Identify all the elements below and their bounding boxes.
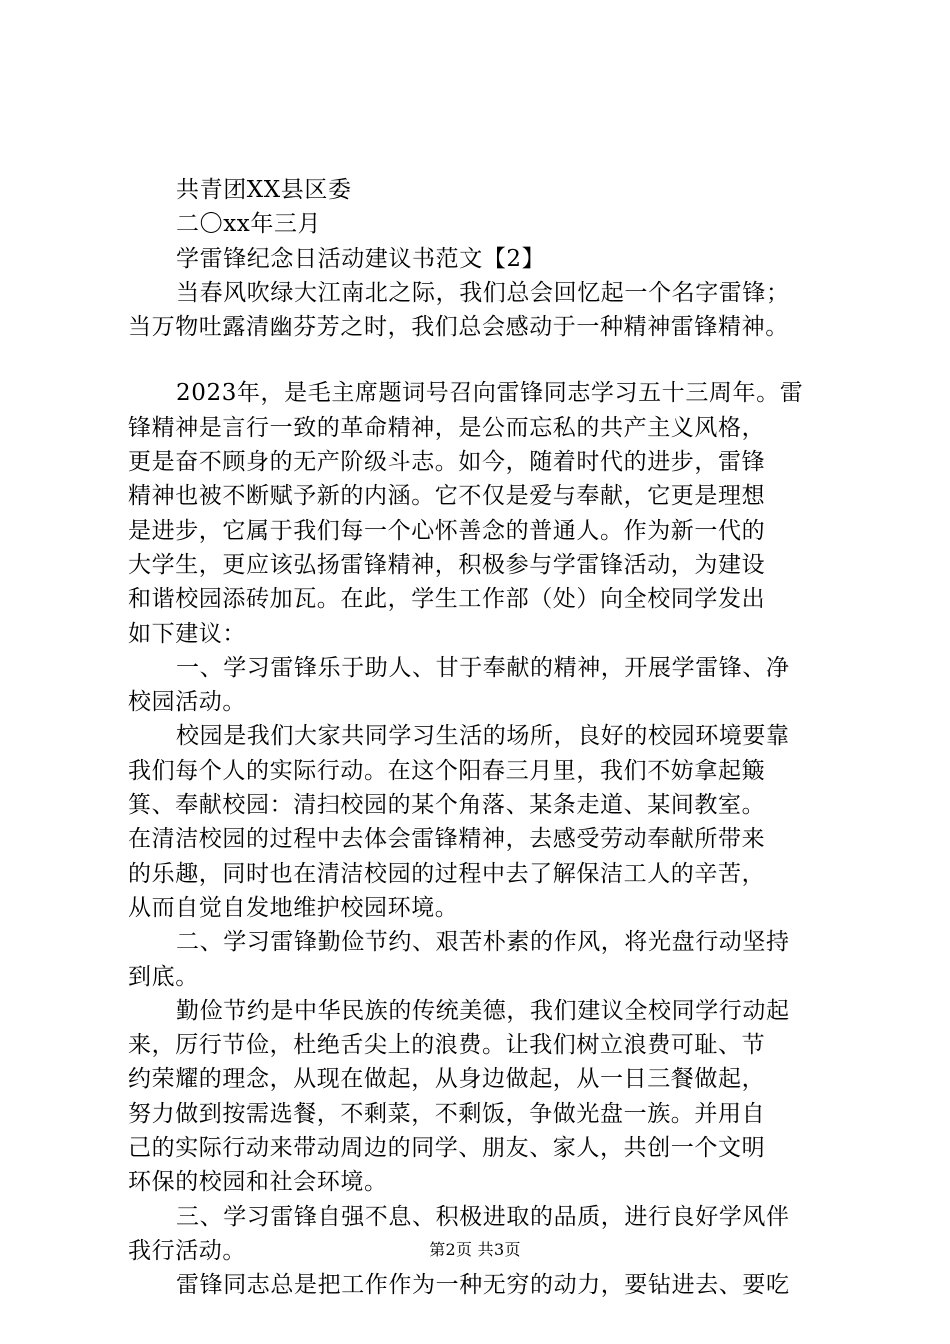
paragraph-line: 约荣耀的理念，从现在做起，从身边做起，从一日三餐做起， (128, 1066, 766, 1093)
paragraph-line: 是进步，它属于我们每一个心怀善念的普通人。作为新一代的 (128, 517, 766, 544)
paragraph-line: 精神也被不断赋予新的内涵。它不仅是爱与奉献，它更是理想 (128, 483, 766, 510)
suggestion-heading: 二、学习雷锋勤俭节约、艰苦朴素的作风，将光盘行动坚持 (176, 929, 790, 956)
paragraph-line: 大学生，更应该弘扬雷锋精神，积极参与学雷锋活动，为建设 (128, 551, 766, 578)
suggestion-heading: 一、学习雷锋乐于助人、甘于奉献的精神，开展学雷锋、净 (176, 654, 790, 681)
signature-organization: 共青团XX县区委 (176, 177, 352, 203)
paragraph-line: 的乐趣，同时也在清洁校园的过程中去了解保洁工人的辛苦， (128, 860, 766, 887)
suggestion-heading: 到底。 (128, 963, 199, 990)
paragraph-line: 雷锋同志总是把工作作为一种无穷的动力，要钻进去、要吃 (176, 1272, 790, 1299)
paragraph-line: 在清洁校园的过程中去体会雷锋精神，去感受劳动奉献所带来 (128, 826, 766, 853)
paragraph-gap (128, 344, 842, 376)
paragraph-line: 我们每个人的实际行动。在这个阳春三月里，我们不妨拿起簸 (128, 757, 766, 784)
paragraph-line: 己的实际行动来带动周边的同学、朋友、家人，共创一个文明 (128, 1135, 766, 1162)
section-title: 学雷锋纪念日活动建议书范文【2】 (176, 245, 546, 272)
suggestion-heading: 三、学习雷锋自强不息、积极进取的品质，进行良好学风伴 (176, 1203, 790, 1230)
paragraph-line: 勤俭节约是中华民族的传统美德，我们建议全校同学行动起 (176, 997, 790, 1024)
document-body (128, 173, 842, 1303)
paragraph-line: 当春风吹绿大江南北之际，我们总会回忆起一个名字雷锋； (176, 279, 790, 306)
paragraph-line: 箕、奉献校园：清扫校园的某个角落、某条走道、某间教室。 (128, 792, 766, 819)
signature-date: 二〇xx年三月 (176, 211, 322, 238)
page-number-footer: 第2页 共3页 (429, 1240, 521, 1259)
paragraph-line: 来，厉行节俭，杜绝舌尖上的浪费。让我们树立浪费可耻、节 (128, 1032, 766, 1059)
paragraph-line: 和谐校园添砖加瓦。在此，学生工作部（处）向全校同学发出 (128, 586, 766, 613)
paragraph-line: 校园是我们大家共同学习生活的场所，良好的校园环境要靠 (176, 723, 790, 750)
paragraph-line: 更是奋不顾身的无产阶级斗志。如今，随着时代的进步，雷锋 (128, 449, 766, 476)
paragraph-line: 锋精神是言行一致的革命精神，是公而忘私的共产主义风格， (128, 414, 766, 441)
paragraph-line: 努力做到按需选餐，不剩菜，不剩饭，争做光盘一族。并用自 (128, 1100, 766, 1127)
paragraph-line: 当万物吐露清幽芬芳之时，我们总会感动于一种精神雷锋精神。 (128, 314, 789, 341)
paragraph-line: 如下建议： (128, 620, 246, 647)
paragraph-line: 从而自觉自发地维护校园环境。 (128, 894, 459, 921)
paragraph-line: 2023年，是毛主席题词号召向雷锋同志学习五十三周年。雷 (176, 380, 804, 407)
suggestion-heading: 我行活动。 (128, 1237, 246, 1264)
suggestion-heading: 校园活动。 (128, 689, 246, 716)
paragraph-line: 环保的校园和社会环境。 (128, 1169, 388, 1196)
